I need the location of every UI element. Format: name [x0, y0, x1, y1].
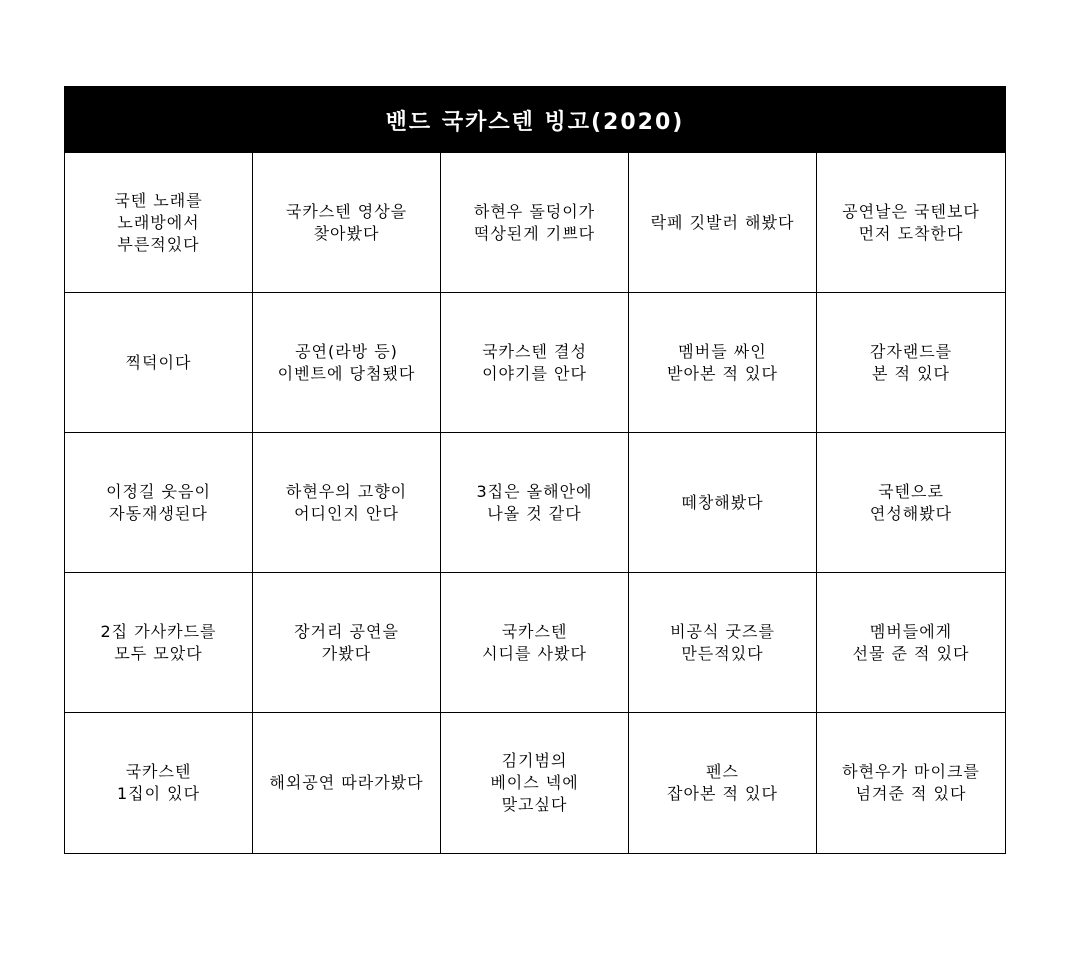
bingo-cell-r3-c5[interactable]: 국텐으로 연성해봤다 [817, 433, 1005, 573]
bingo-cell-r2-c5[interactable]: 감자랜드를 본 적 있다 [817, 293, 1005, 433]
bingo-board [64, 86, 1006, 854]
bingo-cell-r4-c3[interactable]: 국카스텐 시디를 사봤다 [441, 573, 629, 713]
bingo-cell-r3-c4[interactable]: 떼창해봤다 [629, 433, 817, 573]
bingo-cell-r1-c3[interactable]: 하현우 돌덩이가 떡상된게 기쁘다 [441, 153, 629, 293]
bingo-cell-r5-c4[interactable]: 펜스 잡아본 적 있다 [629, 713, 817, 853]
bingo-cell-r1-c1[interactable]: 국텐 노래를 노래방에서 부른적있다 [65, 153, 253, 293]
bingo-cell-r4-c2[interactable]: 장거리 공연을 가봤다 [253, 573, 441, 713]
bingo-cell-r5-c5[interactable]: 하현우가 마이크를 넘겨준 적 있다 [842, 762, 980, 803]
bingo-cell-r4-c1[interactable]: 2집 가사카드를 모두 모았다 [65, 573, 253, 713]
bingo-cell-r5-c2[interactable]: 해외공연 따라가봤다 [253, 713, 441, 853]
bingo-cell-r4-c4[interactable]: 비공식 굿즈를 만든적있다 [629, 573, 817, 713]
bingo-cell-r2-c2[interactable]: 공연(라방 등) 이벤트에 당첨됐다 [253, 293, 441, 433]
bingo-cell-r3-c2[interactable]: 하현우의 고향이 어디인지 안다 [253, 433, 441, 573]
bingo-cell-r4-c5[interactable]: 멤버들에게 선물 준 적 있다 [817, 573, 1005, 713]
bingo-cell-r5-c1[interactable]: 국카스텐 1집이 있다 [65, 713, 253, 853]
bingo-cell-r2-c3[interactable]: 국카스텐 결성 이야기를 안다 [441, 293, 629, 433]
bingo-cell-r2-c1[interactable]: 찍덕이다 [65, 293, 253, 433]
bingo-cell-r3-c1[interactable]: 이정길 웃음이 자동재생된다 [65, 433, 253, 573]
bingo-cell-r5-c3[interactable]: 김기범의 베이스 넥에 맞고싶다 [441, 713, 629, 853]
bingo-cell-r2-c4[interactable]: 멤버들 싸인 받아본 적 있다 [629, 293, 817, 433]
bingo-cell-r1-c5[interactable]: 공연날은 국텐보다 먼저 도착한다 [817, 153, 1005, 293]
bingo-title: 밴드 국카스텐 빙고(2020) [65, 87, 1005, 153]
bingo-cell-r1-c4[interactable]: 락페 깃발러 해봤다 [629, 153, 817, 293]
bingo-grid [65, 153, 1005, 853]
bingo-cell-r3-c3[interactable]: 3집은 올해안에 나올 것 같다 [441, 433, 629, 573]
bingo-cell-r1-c2[interactable]: 국카스텐 영상을 찾아봤다 [253, 153, 441, 293]
